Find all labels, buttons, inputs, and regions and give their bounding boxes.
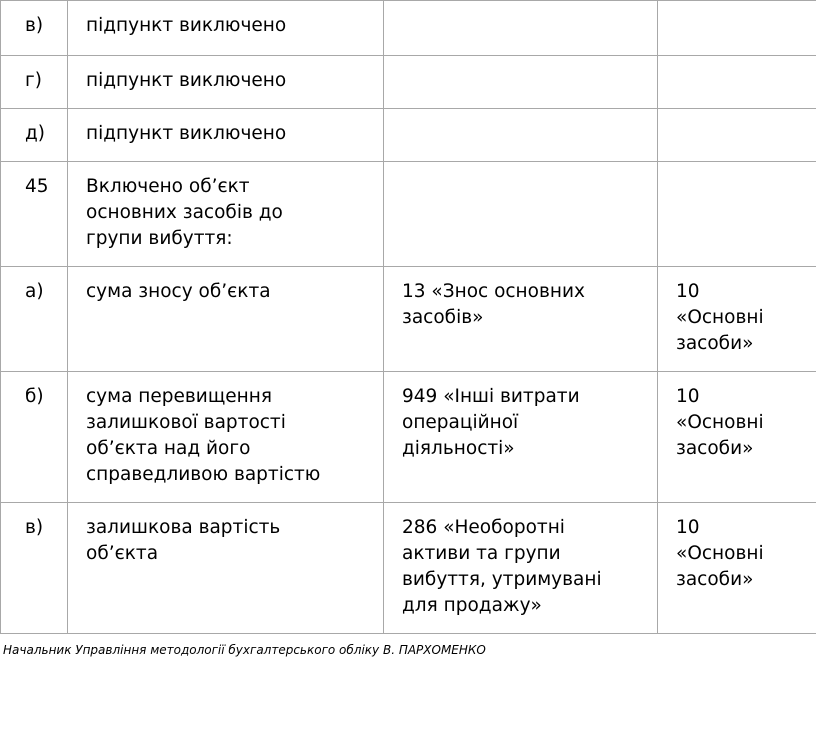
credit-account: 10 «Основні засоби»: [676, 281, 764, 354]
description-cell: [68, 372, 384, 503]
signature-line: Начальник Управління методології бухгалтерського обліку В. ПАРХОМЕНКО: [3, 643, 486, 657]
row-number: д): [25, 123, 46, 144]
table-row: [1, 267, 816, 372]
row-description: залишкова вартість об’єкта: [86, 517, 281, 564]
row-description: підпункт виключено: [86, 70, 287, 91]
credit-cell: [658, 1, 816, 56]
description-cell: [68, 56, 384, 109]
credit-account: 10 «Основні засоби»: [676, 386, 764, 459]
row-number: 45: [25, 176, 49, 197]
debit-cell: [384, 1, 658, 56]
row-description: Включено об’єкт основних засобів до групи вибуття:: [86, 176, 283, 249]
row-number-cell: [1, 1, 68, 56]
description-cell: [68, 267, 384, 372]
credit-cell: [658, 503, 816, 634]
debit-cell: [384, 162, 658, 267]
row-description: сума перевищення залишкової вартості об’єкта над його справедливою вартістю: [86, 386, 321, 485]
row-number: а): [25, 281, 44, 302]
description-cell: [68, 503, 384, 634]
description-cell: [68, 1, 384, 56]
row-number: в): [25, 517, 44, 538]
row-number-cell: [1, 372, 68, 503]
row-number-cell: [1, 109, 68, 162]
table-row: [1, 162, 816, 267]
credit-cell: [658, 162, 816, 267]
debit-cell: [384, 109, 658, 162]
row-number-cell: [1, 503, 68, 634]
row-number: в): [25, 15, 44, 36]
table-row: [1, 372, 816, 503]
table-row: [1, 109, 816, 162]
row-number: г): [25, 70, 42, 91]
table-row: [1, 56, 816, 109]
row-number-cell: [1, 162, 68, 267]
row-description: сума зносу об’єкта: [86, 281, 271, 302]
table-row: [1, 1, 816, 56]
debit-account: 949 «Інші витрати операційної діяльності»: [402, 386, 580, 459]
row-number: б): [25, 386, 44, 407]
description-cell: [68, 162, 384, 267]
credit-cell: [658, 56, 816, 109]
table-row: [1, 503, 816, 634]
debit-account: 13 «Знос основних засобів»: [402, 281, 585, 328]
credit-cell: [658, 372, 816, 503]
debit-account: 286 «Необоротні активи та групи вибуття, утримувані для продажу»: [402, 517, 602, 616]
row-number-cell: [1, 267, 68, 372]
credit-cell: [658, 267, 816, 372]
debit-cell: [384, 503, 658, 634]
debit-cell: [384, 267, 658, 372]
row-description: підпункт виключено: [86, 123, 287, 144]
debit-cell: [384, 372, 658, 503]
credit-account: 10 «Основні засоби»: [676, 517, 764, 590]
description-cell: [68, 109, 384, 162]
debit-cell: [384, 56, 658, 109]
row-number-cell: [1, 56, 68, 109]
row-description: підпункт виключено: [86, 15, 287, 36]
credit-cell: [658, 109, 816, 162]
